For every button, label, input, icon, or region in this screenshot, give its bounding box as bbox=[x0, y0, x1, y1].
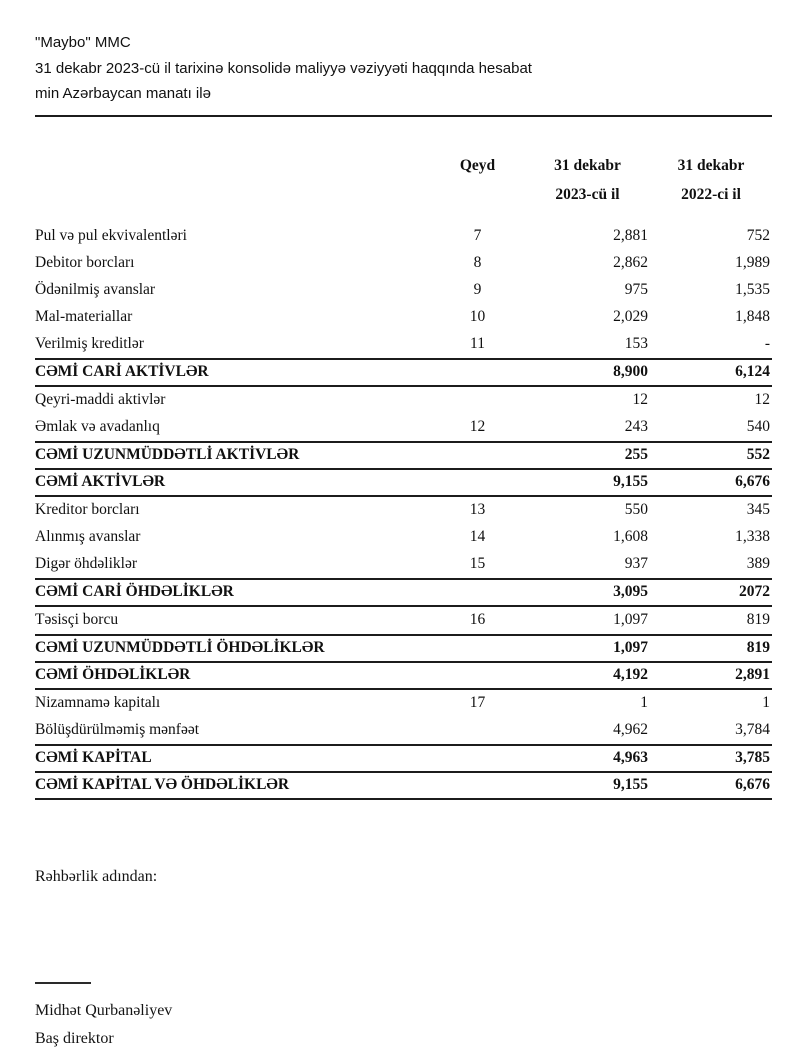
row-value-2022: 552 bbox=[650, 442, 772, 469]
row-value-2022: 1 bbox=[762, 694, 770, 711]
column-header-qeyd: Qeyd bbox=[459, 157, 496, 174]
column-header-2022 bbox=[650, 151, 772, 223]
table-row bbox=[35, 277, 772, 304]
row-note-number bbox=[430, 635, 525, 662]
row-note-number: 12 bbox=[469, 418, 486, 435]
signatory-title: Baş direktor bbox=[35, 1030, 114, 1047]
row-label: CƏMİ AKTİVLƏR bbox=[35, 469, 430, 496]
column-header-items bbox=[35, 151, 430, 223]
row-note-number: 15 bbox=[469, 555, 486, 572]
row-value-2022: 1,338 bbox=[735, 528, 770, 545]
total-row bbox=[35, 745, 772, 772]
table-header-row bbox=[35, 151, 772, 223]
row-note-number bbox=[430, 717, 525, 745]
row-value-2023: 9,155 bbox=[525, 772, 650, 799]
row-value-2023: 1,097 bbox=[525, 635, 650, 662]
row-value-2023: 8,900 bbox=[525, 359, 650, 386]
row-note-number bbox=[430, 386, 525, 414]
row-label: CƏMİ KAPİTAL VƏ ÖHDƏLİKLƏR bbox=[35, 772, 430, 799]
total-row bbox=[35, 359, 772, 386]
table-row bbox=[35, 689, 772, 717]
row-label: Kreditor borcları bbox=[35, 501, 140, 518]
statement-table-body bbox=[35, 223, 772, 799]
row-value-2023: 9,155 bbox=[525, 469, 650, 496]
table-row bbox=[35, 496, 772, 524]
row-note-number: 9 bbox=[473, 281, 482, 298]
row-label: CƏMİ KAPİTAL bbox=[35, 745, 430, 772]
row-value-2023: 975 bbox=[624, 281, 648, 298]
row-value-2023: 243 bbox=[624, 418, 648, 435]
row-value-2022: 345 bbox=[746, 501, 770, 518]
document-title: 31 dekabr 2023-cü il tarixinə konsolidə maliyyə vəziyyəti haqqında hesabat bbox=[35, 60, 532, 77]
row-value-2023: 1,097 bbox=[613, 611, 648, 628]
row-value-2022: 819 bbox=[650, 635, 772, 662]
row-value-2022: 819 bbox=[746, 611, 770, 628]
row-note-number bbox=[430, 469, 525, 496]
row-note-number: 13 bbox=[469, 501, 486, 518]
total-row bbox=[35, 662, 772, 689]
row-value-2023: 4,962 bbox=[613, 721, 648, 738]
row-label: Ödənilmiş avanslar bbox=[35, 281, 156, 298]
table-row bbox=[35, 223, 772, 250]
row-label: Qeyri-maddi aktivlər bbox=[35, 391, 166, 408]
row-label: Pul və pul ekvivalentləri bbox=[35, 227, 187, 244]
row-label: Verilmiş kreditlər bbox=[35, 335, 144, 352]
row-label: CƏMİ CARİ AKTİVLƏR bbox=[35, 359, 430, 386]
row-note-number bbox=[430, 772, 525, 799]
row-value-2022: 6,676 bbox=[650, 772, 772, 799]
row-label: CƏMİ UZUNMÜDDƏTLİ ÖHDƏLİKLƏR bbox=[35, 635, 430, 662]
table-row bbox=[35, 524, 772, 551]
row-note-number: 14 bbox=[469, 528, 486, 545]
total-row bbox=[35, 469, 772, 496]
row-note-number bbox=[430, 359, 525, 386]
row-value-2023: 153 bbox=[624, 335, 648, 352]
row-value-2023: 2,862 bbox=[613, 254, 648, 271]
table-row bbox=[35, 606, 772, 635]
row-note-number: 11 bbox=[470, 335, 485, 352]
signatory-name: Midhət Qurbanəliyev bbox=[35, 1002, 173, 1019]
row-value-2023: 4,192 bbox=[525, 662, 650, 689]
row-label: Nizamnamə kapitalı bbox=[35, 694, 161, 711]
row-label: Digər öhdəliklər bbox=[35, 555, 138, 572]
document-header bbox=[35, 30, 772, 117]
row-note-number bbox=[430, 442, 525, 469]
row-label: CƏMİ CARİ ÖHDƏLİKLƏR bbox=[35, 579, 430, 606]
total-row bbox=[35, 772, 772, 799]
row-note-number bbox=[430, 745, 525, 772]
statement-table bbox=[35, 151, 772, 800]
column-header-2023-line1: 31 dekabr bbox=[554, 157, 621, 174]
table-row bbox=[35, 551, 772, 579]
row-note-number: 17 bbox=[469, 694, 486, 711]
row-note-number bbox=[430, 662, 525, 689]
row-label: CƏMİ ÖHDƏLİKLƏR bbox=[35, 662, 430, 689]
row-label: Mal-materiallar bbox=[35, 308, 133, 325]
row-value-2022: 3,784 bbox=[735, 721, 770, 738]
row-note-number: 16 bbox=[469, 611, 486, 628]
row-value-2023: 937 bbox=[624, 555, 648, 572]
row-value-2023: 2,881 bbox=[613, 227, 648, 244]
total-row bbox=[35, 442, 772, 469]
row-note-number bbox=[430, 579, 525, 606]
column-header-2023-line2: 2023-cü il bbox=[555, 186, 620, 203]
company-name: "Maybo" MMC bbox=[35, 34, 131, 51]
column-header-2023 bbox=[525, 151, 650, 223]
row-value-2023: 1,608 bbox=[613, 528, 648, 545]
row-value-2022: 12 bbox=[754, 391, 770, 408]
row-note-number: 8 bbox=[473, 254, 482, 271]
row-value-2022: 1,535 bbox=[735, 281, 770, 298]
signature-block bbox=[35, 868, 772, 1048]
row-value-2023: 255 bbox=[525, 442, 650, 469]
table-row bbox=[35, 331, 772, 359]
table-row bbox=[35, 386, 772, 414]
currency-note: min Azərbaycan manatı ilə bbox=[35, 85, 211, 102]
row-value-2023: 3,095 bbox=[525, 579, 650, 606]
column-header-2022-line2: 2022-ci il bbox=[681, 186, 741, 203]
row-value-2022: 2,891 bbox=[650, 662, 772, 689]
row-value-2022: 6,124 bbox=[650, 359, 772, 386]
row-value-2022: 752 bbox=[746, 227, 770, 244]
table-header bbox=[35, 151, 772, 223]
row-label: Debitor borcları bbox=[35, 254, 135, 271]
table-row bbox=[35, 250, 772, 277]
row-value-2022: 1,989 bbox=[735, 254, 770, 271]
table-row bbox=[35, 304, 772, 331]
signature-line bbox=[35, 982, 91, 984]
column-header-2022-line1: 31 dekabr bbox=[677, 157, 745, 174]
row-value-2022: 2072 bbox=[650, 579, 772, 606]
table-row bbox=[35, 717, 772, 745]
management-label: Rəhbərlik adından: bbox=[35, 868, 158, 885]
row-value-2022: - bbox=[764, 335, 770, 352]
row-label: Əmlak və avadanlıq bbox=[35, 418, 160, 435]
row-label: Təsisçi borcu bbox=[35, 611, 119, 628]
row-value-2023: 550 bbox=[624, 501, 648, 518]
row-value-2022: 389 bbox=[746, 555, 770, 572]
row-label: CƏMİ UZUNMÜDDƏTLİ AKTİVLƏR bbox=[35, 442, 430, 469]
row-value-2022: 1,848 bbox=[735, 308, 770, 325]
row-note-number: 10 bbox=[469, 308, 486, 325]
row-value-2022: 540 bbox=[746, 418, 770, 435]
header-rule bbox=[35, 115, 772, 117]
row-value-2022: 3,785 bbox=[650, 745, 772, 772]
row-label: Bölüşdürülməmiş mənfəət bbox=[35, 721, 200, 738]
row-value-2022: 6,676 bbox=[650, 469, 772, 496]
total-row bbox=[35, 635, 772, 662]
table-row bbox=[35, 414, 772, 442]
row-value-2023: 2,029 bbox=[613, 308, 648, 325]
row-note-number: 7 bbox=[473, 227, 482, 244]
row-label: Alınmış avanslar bbox=[35, 528, 141, 545]
row-value-2023: 1 bbox=[640, 694, 648, 711]
total-row bbox=[35, 579, 772, 606]
row-value-2023: 4,963 bbox=[525, 745, 650, 772]
row-value-2023: 12 bbox=[632, 391, 648, 408]
